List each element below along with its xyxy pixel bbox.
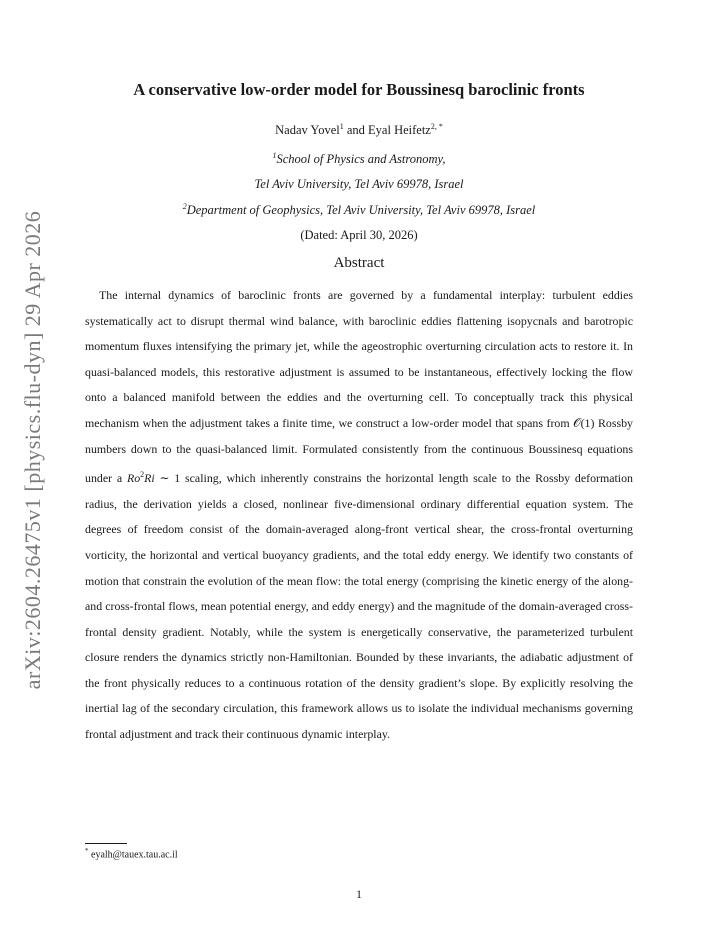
paper-title: A conservative low-order model for Boussinesq baroclinic fronts (133, 80, 585, 99)
rossby-symbol: Ro (126, 471, 141, 486)
footnote-email: eyalh@tauex.tau.ac.il (88, 849, 178, 861)
author-conjunction: and (343, 123, 369, 138)
page-number: 1 (356, 887, 362, 901)
affiliation-2 (85, 202, 633, 218)
abstract-text (85, 283, 633, 748)
author-name: Nadav Yovel (275, 123, 340, 138)
order-symbol: 𝒪(1) (573, 415, 595, 430)
affiliation-mark: 2, * (430, 122, 443, 131)
date-line: (Dated: April 30, 2026) (300, 228, 418, 242)
rossby-exponent: 2 (140, 470, 145, 480)
affiliation-1-line-2: Tel Aviv University, Tel Aviv 69978, Israel (254, 177, 464, 191)
arxiv-sidebar (0, 0, 60, 932)
richardson-symbol: Ri (144, 471, 155, 486)
affiliation-1-line-1 (85, 151, 633, 167)
author-name: Eyal Heifetz (368, 123, 431, 138)
footnote-rule (85, 843, 127, 844)
author-line (85, 122, 633, 138)
affiliation-mark: 2 (182, 202, 187, 211)
scaling-relation: ∼ 1 (154, 471, 181, 486)
footnote-mark: * (85, 847, 89, 855)
affiliation-text: School of Physics and Astronomy, (276, 152, 446, 167)
affiliation-mark: 1 (272, 151, 277, 160)
abstract-heading: Abstract (333, 255, 385, 271)
abstract-part: The internal dynamics of baroclinic fronts are governed by a fundamental interplay: turbulent eddies systematically act to disrupt thermal wind balance, with baroclinic eddies flattening isopycnals and barotropic momentum fluxes intensifying the primary jet, while the ageostrophic overturning circulation acts to restore it. In quasi-balanced models, this restorative adjustment is assumed to be instantaneous, effectively locking the flow onto a balanced manifold between the eddies and the overturning cell. To conceptually track this physical mechanism when the adjustment takes a finite time, we construct a low-order model that spans from (85, 288, 633, 430)
affiliation-text: Department of Geophysics, Tel Aviv University, Tel Aviv 69978, Israel (186, 203, 536, 218)
abstract-part: Rossby numbers down to the quasi-balanced limit. Formulated consistently from the continuous Boussinesq equations under a (85, 415, 633, 486)
footnote (85, 847, 178, 860)
arxiv-identifier-stamp: arXiv:2604.26475v1 [physics.flu-dyn] 29 Apr 2026 (20, 210, 45, 690)
affiliation-mark: 1 (339, 122, 344, 131)
abstract-part: scaling, which inherently constrains the horizontal length scale to the Rossby deformation radius, the derivation yields a closed, nonlinear five-dimensional ordinary differential equation system. The degrees of freedom consist of the domain-averaged along-front vertical shear, the cross-frontal overturning vorticity, the horizontal and vertical buoyancy gradients, and the total eddy energy. We identify two constants of motion that constrain the evolution of the mean flow: the total energy (comprising the kinetic energy of the along- and cross-frontal flows, mean potential energy, and eddy energy) and the magnitude of the domain-averaged cross-frontal density gradient. Notably, while the system is energetically conservative, the parameterized turbulent closure renders the dynamics strictly non-Hamiltonian. Bounded by these invariants, the adiabatic adjustment of the front physically reduces to a continuous rotation of the density gradient’s slope. By explicitly resolving the inertial lag of the secondary circulation, this framework allows us to isolate the individual mechanisms governing frontal adjustment and track their continuous dynamic interplay. (85, 471, 633, 742)
